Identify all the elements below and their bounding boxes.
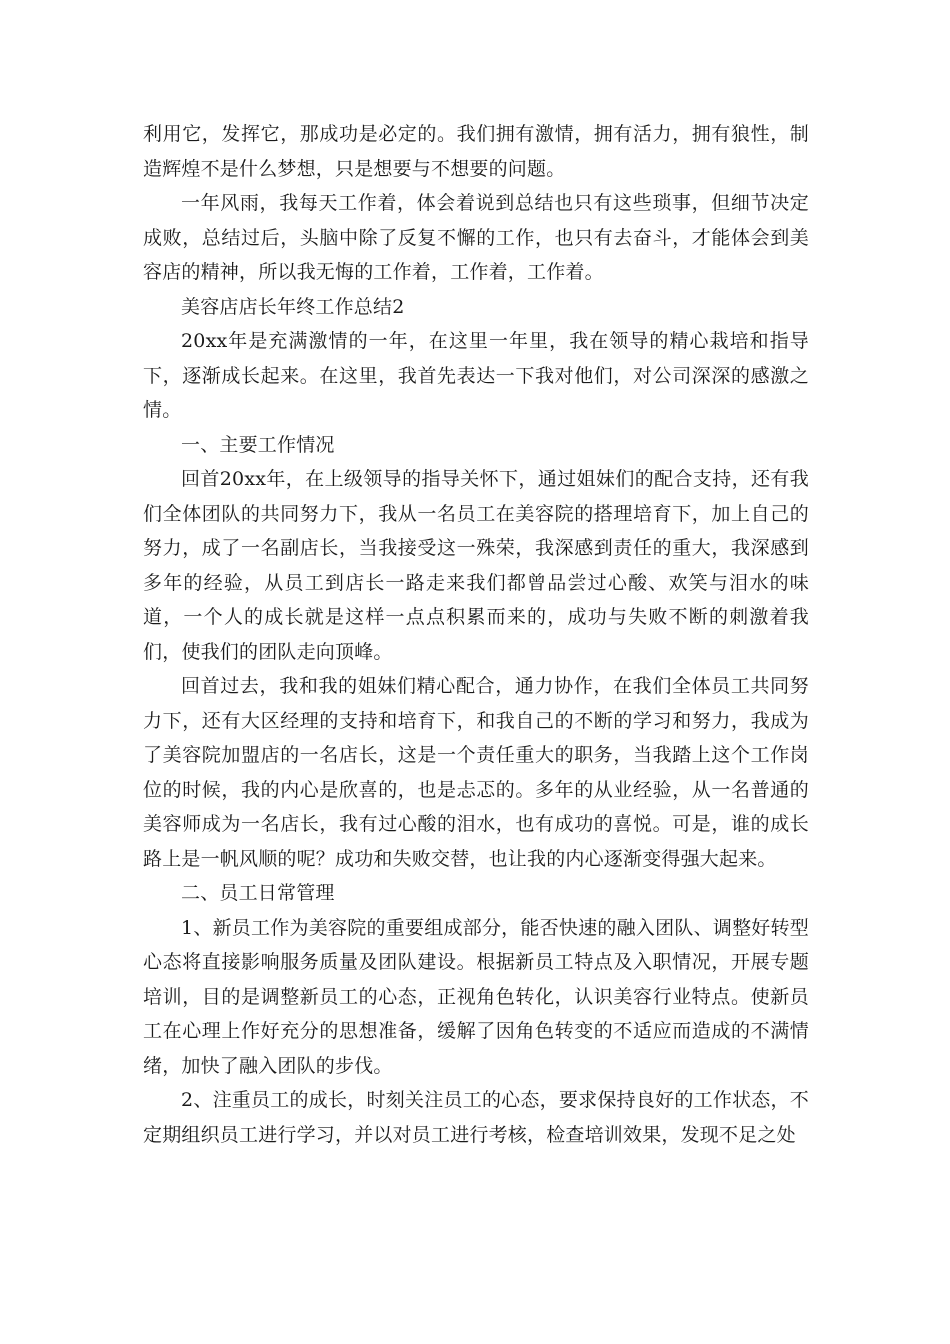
- section-heading-staff-management: 二、员工日常管理: [181, 882, 335, 904]
- document-body: [143, 117, 809, 1152]
- paragraph-new-staff: 1、新员工作为美容院的重要组成部分，能否快速的融入团队、调整好转型心态将直接影响服务质量及团队建设。根据新员工特点及入职情况，开展专题培训，目的是调整新员工的心态，正视角色转化，认识美容行业特点。使新员工在心理上作好充分的思想准备，缓解了因角色转变的不适应而造成的不满情绪，加快了融入团队的步伐。: [143, 916, 809, 1077]
- paragraph-intro: 20xx年是充满激情的一年，在这里一年里，我在领导的精心栽培和指导下，逐渐成长起来。在这里，我首先表达一下我对他们，对公司深深的感激之情。: [143, 330, 809, 421]
- document-heading: 美容店店长年终工作总结2: [181, 295, 405, 318]
- paragraph-year-summary: 一年风雨，我每天工作着，体会着说到总结也只有这些琐事，但细节决定成败，总结过后，头脑中除了反复不懈的工作，也只有去奋斗，才能体会到美容店的精神，所以我无悔的工作着，工作着，工作着。: [143, 192, 809, 283]
- paragraph-review-past: 回首过去，我和我的姐妹们精心配合，通力协作，在我们全体员工共同努力下，还有大区经理的支持和培育下，和我自己的不断的学习和努力，我成为了美容院加盟店的一名店长，这是一个责任重大的职务，当我踏上这个工作岗位的时候，我的内心是欣喜的，也是忐忑的。多年的从业经验，从一名普通的美容师成为一名店长，我有过心酸的泪水，也有成功的喜悦。可是，谁的成长路上是一帆风顺的呢？成功和失败交替，也让我的内心逐渐变得强大起来。: [143, 675, 809, 870]
- paragraph-review-year: 回首20xx年，在上级领导的指导关怀下，通过姐妹们的配合支持，还有我们全体团队的共同努力下，我从一名员工在美容院的搭理培育下，加上自己的努力，成了一名副店长，当我接受这一殊荣，我深感到责任的重大，我深感到多年的经验，从员工到店长一路走来我们都曾品尝过心酸、欢笑与泪水的味道，一个人的成长就是这样一点点积累而来的，成功与失败不断的刺激着我们，使我们的团队走向顶峰。: [143, 468, 809, 663]
- section-heading-main-work: 一、主要工作情况: [181, 433, 335, 456]
- paragraph-continuation: 利用它，发挥它，那成功是必定的。我们拥有激情，拥有活力，拥有狼性，制造辉煌不是什么梦想，只是想要与不想要的问题。: [143, 123, 809, 180]
- paragraph-staff-growth: 2、注重员工的成长，时刻关注员工的心态，要求保持良好的工作状态，不定期组织员工进行学习，并以对员工进行考核，检查培训效果，发现不足之处: [143, 1089, 809, 1146]
